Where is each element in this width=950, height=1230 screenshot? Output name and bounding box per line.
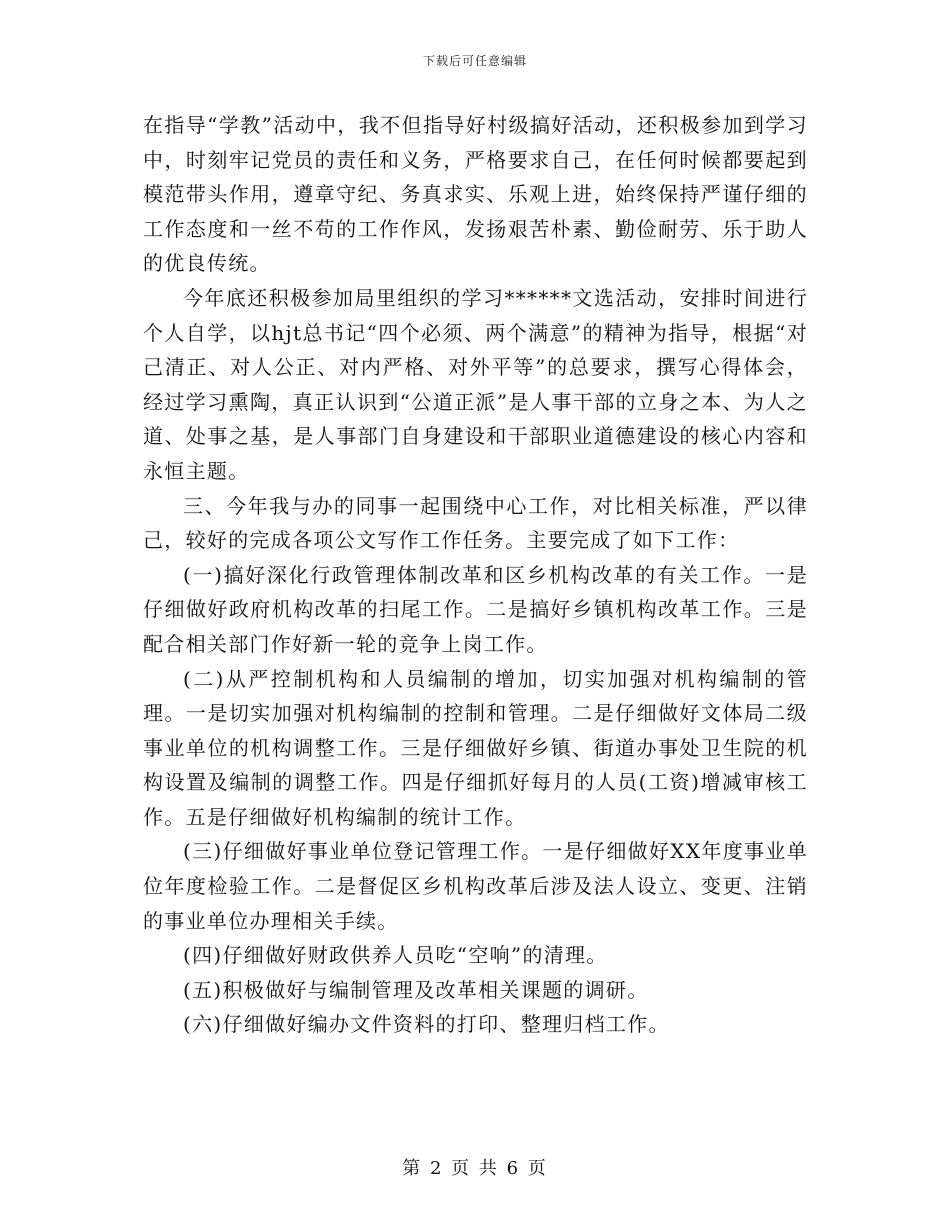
paragraph: 今年底还积极参加局里组织的学习******文选活动，安排时间进行个人自学，以hjt总书记“四个必须、两个满意”的精神为指导，根据“对己清正、对人公正、对内严格、对外平等”的总要求，撰写心得体会，经过学习熏陶，真正认识到“公道正派”是人事干部的立身之本、为人之道、处事之基，是人事部门自身建设和干部职业道德建设的核心内容和永恒主题。 [143, 285, 808, 483]
paragraph: 三、今年我与办的同事一起围绕中心工作，对比相关标准，严以律己，较好的完成各项公文写作工作任务。主要完成了如下工作： [143, 493, 808, 553]
paragraph: (四)仔细做好财政供养人员吃“空响”的清理。 [183, 943, 608, 968]
paragraph: (三)仔细做好事业单位登记管理工作。一是仔细做好XX年度事业单位年度检验工作。二是督促区乡机构改革后涉及法人设立、变更、注销的事业单位办理相关手续。 [143, 839, 808, 933]
paragraph: (二)从严控制机构和人员编制的增加，切实加强对机构编制的管理。一是切实加强对机构编制的控制和管理。二是仔细做好文体局二级事业单位的机构调整工作。三是仔细做好乡镇、街道办事处卫生院的机构设置及编制的调整工作。四是仔细抓好每月的人员(工资)增减审核工作。五是仔细做好机构编制的统计工作。 [143, 666, 808, 829]
paragraph: 在指导“学教”活动中，我不但指导好村级搞好活动，还积极参加到学习中，时刻牢记党员的责任和义务，严格要求自己，在任何时候都要起到模范带头作用，遵章守纪、务真求实、乐观上进，始终保持严谨仔细的工作态度和一丝不苟的工作作风，发扬艰苦朴素、勤俭耐劳、乐于助人的优良传统。 [143, 113, 808, 276]
paragraph: (一)搞好深化行政管理体制改革和区乡机构改革的有关工作。一是仔细做好政府机构改革的扫尾工作。二是搞好乡镇机构改革工作。三是配合相关部门作好新一轮的竞争上岗工作。 [143, 562, 808, 656]
page-header: 下载后可任意编辑 [422, 54, 527, 68]
document-body [143, 108, 808, 1042]
page-number-footer: 第 2 页 共 6 页 [402, 1158, 548, 1179]
paragraph: (五)积极做好与编制管理及改革相关课题的调研。 [183, 977, 649, 1002]
paragraph: (六)仔细做好编办文件资料的打印、整理归档工作。 [183, 1012, 670, 1037]
